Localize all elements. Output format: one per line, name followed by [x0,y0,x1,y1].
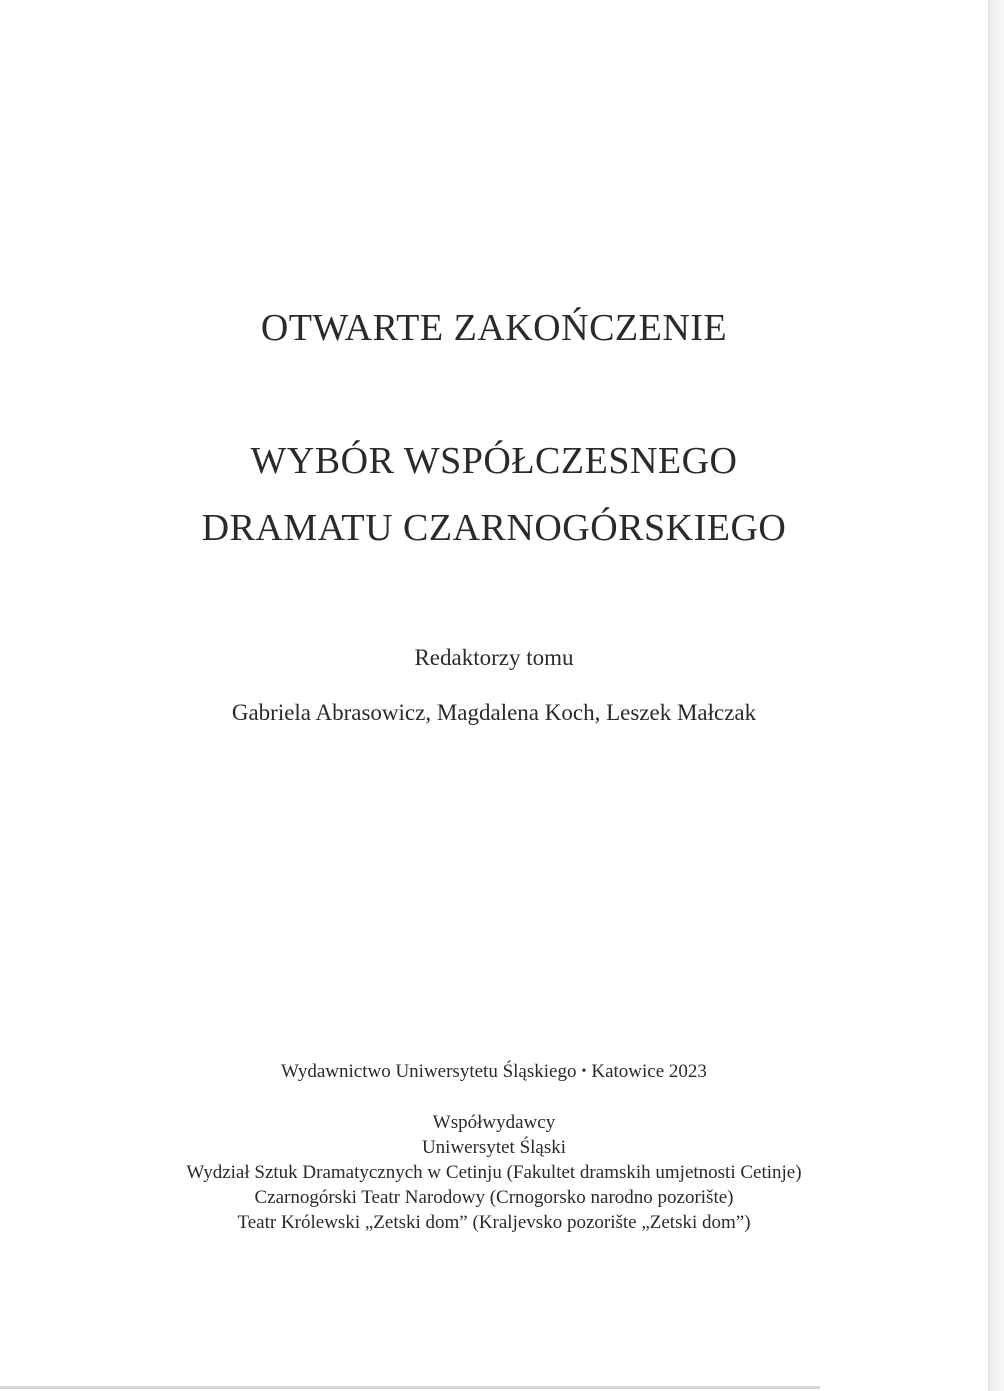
copublisher-item: Czarnogórski Teatr Narodowy (Crnogorsko narodno pozorište) [254,1187,734,1208]
book-subtitle-line-2: DRAMATU CZARNOGÓRSKIEGO [201,507,787,549]
copublisher-item: Teatr Królewski „Zetski dom” (Kraljevsko pozorište „Zetski dom”) [237,1212,751,1233]
publisher-place-year: Katowice 2023 [591,1061,707,1082]
book-subtitle-line-1: WYBÓR WSPÓŁCZESNEGO [250,440,738,482]
bullet-separator: • [581,1064,587,1079]
editors-label: Redaktorzy tomu [414,645,574,670]
publisher-name: Wydawnictwo Uniwersytetu Śląskiego [281,1061,577,1082]
copublishers-label: Współwydawcy [432,1112,556,1133]
editors-names: Gabriela Abrasowicz, Magdalena Koch, Leszek Małczak [231,700,757,725]
copublisher-item: Wydział Sztuk Dramatycznych w Cetinju (Fakultet dramskih umjetnosti Cetinje) [186,1162,802,1183]
book-title: OTWARTE ZAKOŃCZENIE [260,307,728,349]
page-edge-shadow [988,0,1004,1391]
publisher-line [0,1058,988,1086]
copublisher-item: Uniwersytet Śląski [421,1137,567,1158]
page-bottom-edge [0,1386,820,1389]
